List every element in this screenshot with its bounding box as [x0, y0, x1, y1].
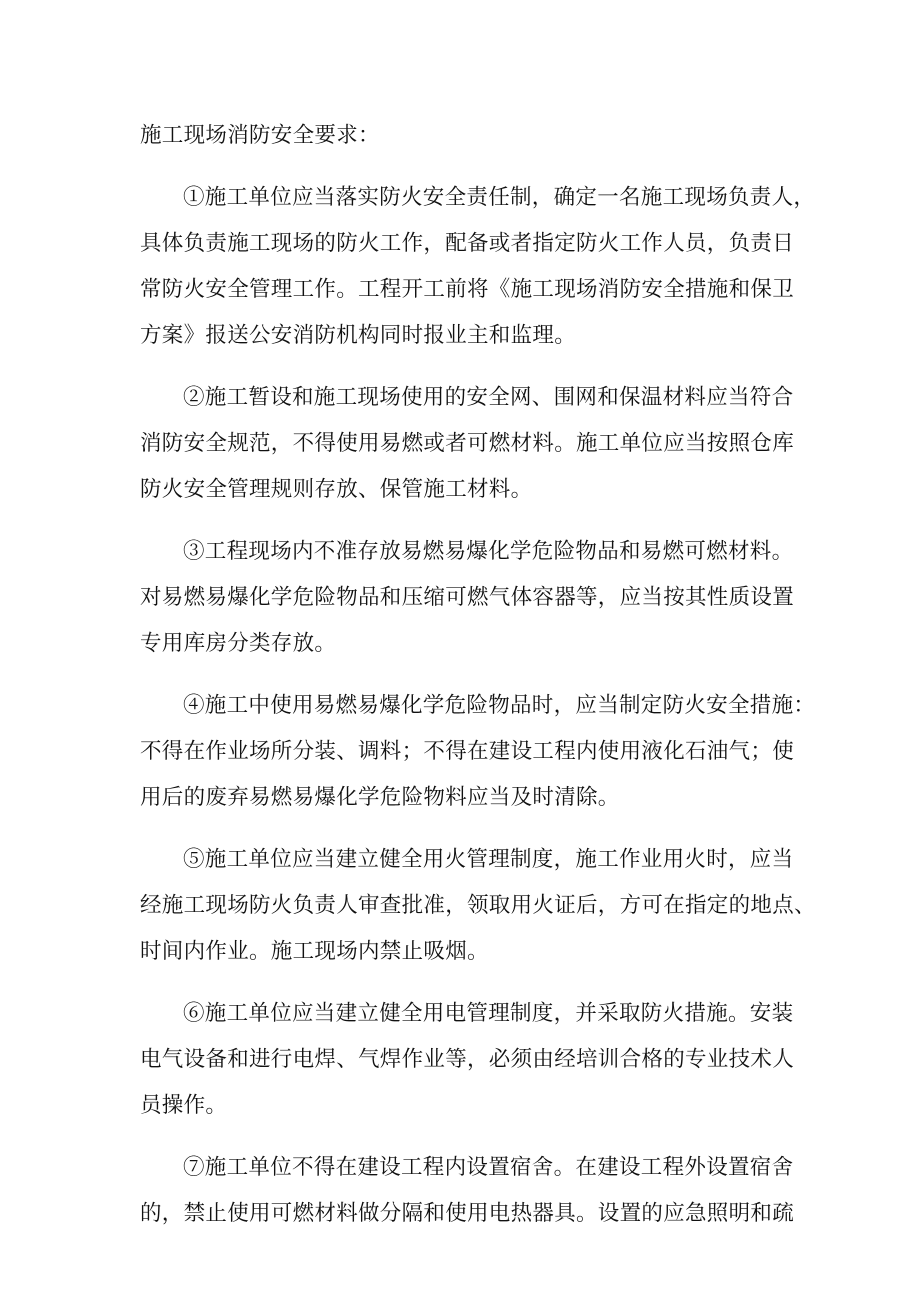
- paragraph-line: ⑦施工单位不得在建设工程内设置宿舍。在建设工程外设置宿舍: [183, 1155, 794, 1180]
- paragraph-line: 方案》报送公安消防机构同时报业主和监理。: [140, 323, 577, 348]
- paragraph-line: 不得在作业场所分装、调料；不得在建设工程内使用液化石油气；使: [140, 739, 795, 764]
- paragraph-line: 常防火安全管理工作。工程开工前将《施工现场消防安全措施和保卫: [140, 277, 795, 302]
- paragraph-line: 消防安全规范，不得使用易燃或者可燃材料。施工单位应当按照仓库: [140, 431, 795, 456]
- paragraph-2: [140, 375, 795, 513]
- paragraph-gap: [140, 821, 788, 837]
- paragraph-4: [140, 683, 816, 821]
- paragraph-gap: [140, 159, 788, 175]
- paragraph-line: 时间内作业。施工现场内禁止吸烟。: [140, 939, 489, 964]
- paragraph-gap: [140, 1129, 788, 1145]
- paragraph-7: [140, 1145, 795, 1237]
- paragraph-line: ⑤施工单位应当建立健全用火管理制度，施工作业用火时，应当: [183, 847, 794, 872]
- paragraph-line: ①施工单位应当落实防火安全责任制，确定一名施工现场负责人，: [183, 185, 816, 210]
- paragraph-line: 电气设备和进行电焊、气焊作业等，必须由经培训合格的专业技术人: [140, 1047, 795, 1072]
- paragraph-line: 用后的废弃易燃易爆化学危险物料应当及时清除。: [140, 785, 620, 810]
- paragraph-line: ②施工暂设和施工现场使用的安全网、围网和保温材料应当符合: [183, 385, 794, 410]
- paragraph-line: 经施工现场防火负责人审查批准，领取用火证后，方可在指定的地点、: [140, 893, 816, 918]
- paragraph-6: [140, 991, 795, 1129]
- paragraph-gap: [140, 667, 788, 683]
- paragraph-1: [140, 175, 816, 359]
- paragraph-line: 具体负责施工现场的防火工作，配备或者指定防火工作人员，负责日: [140, 231, 795, 256]
- paragraph-line: 防火安全管理规则存放、保管施工材料。: [140, 477, 533, 502]
- paragraph-line: 员操作。: [140, 1093, 228, 1118]
- paragraph-3: [140, 529, 795, 667]
- paragraph-line: 对易燃易爆化学危险物品和压缩可燃气体容器等，应当按其性质设置: [140, 585, 795, 610]
- paragraph-gap: [140, 359, 788, 375]
- paragraph-line: 的，禁止使用可燃材料做分隔和使用电热器具。设置的应急照明和疏: [140, 1201, 795, 1226]
- paragraph-line: ⑥施工单位应当建立健全用电管理制度，并采取防火措施。安装: [183, 1001, 794, 1026]
- paragraph-line: 专用库房分类存放。: [140, 631, 337, 656]
- paragraph-gap: [140, 975, 788, 991]
- document-body: [140, 113, 816, 1237]
- paragraph-gap: [140, 513, 788, 529]
- paragraph-5: [140, 837, 816, 975]
- document-heading: 施工现场消防安全要求：: [140, 123, 380, 148]
- paragraph-line: ③工程现场内不准存放易燃易爆化学危险物品和易燃可燃材料。: [183, 539, 794, 564]
- paragraph-line: ④施工中使用易燃易爆化学危险物品时，应当制定防火安全措施：: [183, 693, 816, 718]
